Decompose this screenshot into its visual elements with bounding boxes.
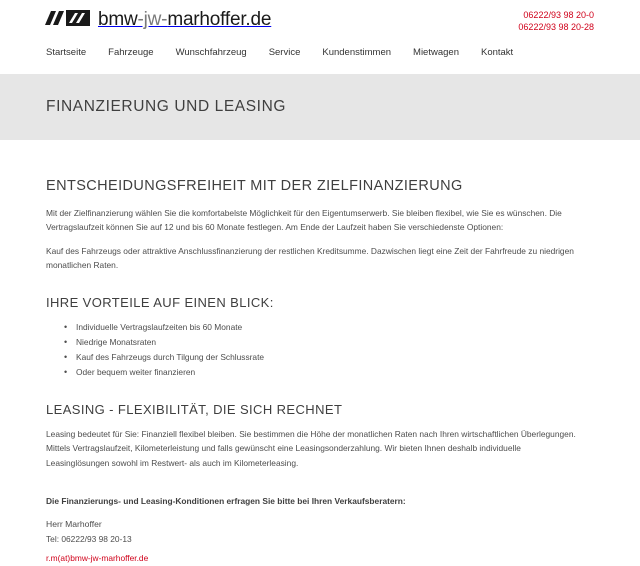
brand-text xyxy=(98,9,271,31)
contact-email-link[interactable]: r.m(at)bmw-jw-marhoffer.de xyxy=(46,553,149,564)
page-title: FINANZIERUNG UND LEASING xyxy=(46,98,287,115)
main-navigation xyxy=(0,40,640,64)
bmw-jw-marhoffer-logo-icon xyxy=(45,8,91,33)
contact-phone: Tel: 06222/93 98 20-13 xyxy=(46,534,132,545)
nav-item-wunschfahrzeug[interactable]: Wunschfahrzeug xyxy=(175,46,247,58)
nav-item-kundenstimmen[interactable]: Kundenstimmen xyxy=(322,46,392,58)
nav-item-kontakt[interactable]: Kontakt xyxy=(480,46,514,58)
brand-middle: -jw- xyxy=(137,9,168,30)
contact-person-name: Herr Marhoffer xyxy=(46,519,102,530)
benefits-list xyxy=(64,320,594,380)
nav-item-mietwagen[interactable]: Mietwagen xyxy=(413,46,459,58)
list-item: • Individuelle Vertragslaufzeiten bis 60 Monate xyxy=(64,320,594,335)
header-phone-numbers xyxy=(518,7,594,33)
list-item: • Oder bequem weiter finanzieren xyxy=(64,365,594,380)
site-header xyxy=(0,0,640,40)
section-heading-leasing: LEASING - FLEXIBILITÄT, DIE SICH RECHNET xyxy=(46,401,343,417)
section-heading-vorteile: IHRE VORTEILE AUF EINEN BLICK: xyxy=(46,294,274,310)
section1-paragraph-1: Mit der Zielfinanzierung wählen Sie die komfortabelste Möglichkeit für den Eigentumserwerb. Sie bleiben flexibel, wie Sie es wünschen. Die Vertragslaufzeit können Sie auf 12 und bis 60 Monate festlegen. Am Ende der Laufzeit haben Sie verschiedenste Optionen: xyxy=(46,208,562,233)
phone-link-secondary[interactable]: 06222/93 98 20-28 xyxy=(518,22,594,32)
contact-block xyxy=(46,494,594,566)
phone-link-primary[interactable]: 06222/93 98 20-0 xyxy=(523,9,594,20)
page-hero-band xyxy=(0,74,640,140)
list-item: • Kauf des Fahrzeugs durch Tilgung der Schlussrate xyxy=(64,350,594,365)
list-item: • Niedrige Monatsraten xyxy=(64,335,594,350)
brand-prefix: bmw xyxy=(98,9,138,30)
brand-home-link[interactable] xyxy=(45,8,271,33)
brand-suffix: marhoffer.de xyxy=(167,9,272,30)
section1-paragraph-2: Kauf des Fahrzeugs oder attraktive Anschlussfinanzierung der restlichen Kreditsumme. Dazwischen liegt eine Zeit der Fahrfreude zu niedrigen monatlichen Raten. xyxy=(46,245,574,271)
nav-item-service[interactable]: Service xyxy=(268,46,301,58)
nav-item-fahrzeuge[interactable]: Fahrzeuge xyxy=(108,46,154,58)
contact-lead-text: Die Finanzierungs- und Leasing-Konditionen erfragen Sie bitte bei Ihren Verkaufsberatern: xyxy=(46,495,406,506)
section3-paragraph-1: Leasing bedeutet für Sie: Finanziell flexibel bleiben. Sie bestimmen die Höhe der monatlichen Raten nach Ihren wirtschaftlichen Überlegungen. Mittels Vertragslaufzeit, Kilometerleistung und falls gewünscht eine Leasingsonderzahlung. Wir bieten Ihnen deshalb individuelle Leasinglösungen sowohl im Restwert- als auch im Kilometerleasing. xyxy=(46,428,576,468)
nav-item-startseite[interactable]: Startseite xyxy=(46,46,87,58)
section-heading-zielfinanzierung: ENTSCHEIDUNGSFREIHEIT MIT DER ZIELFINANZIERUNG xyxy=(46,178,463,194)
main-content xyxy=(0,140,640,566)
